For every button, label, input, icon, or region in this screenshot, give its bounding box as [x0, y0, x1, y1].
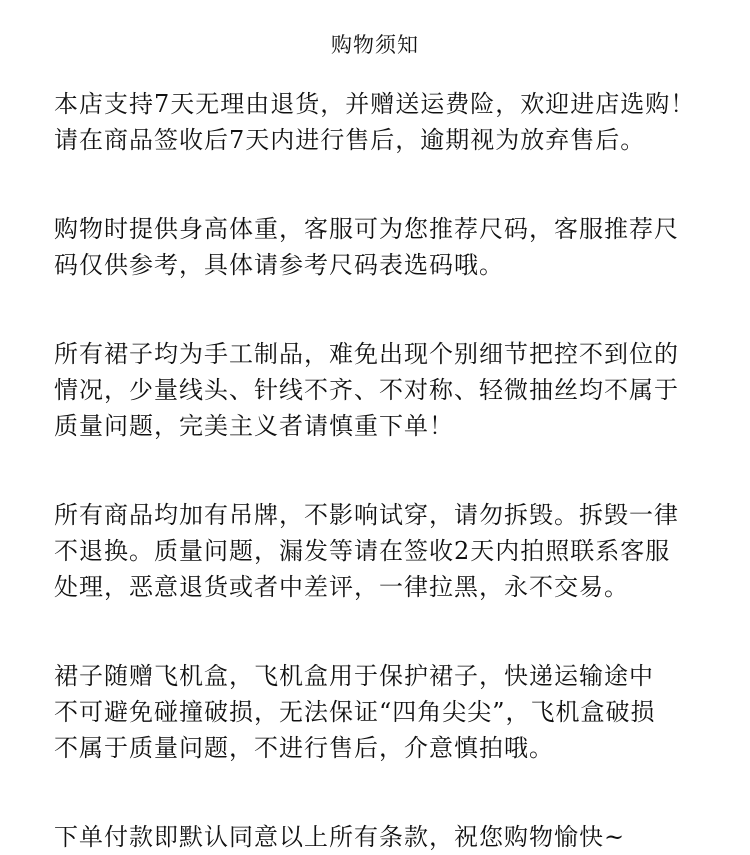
paragraph-line: 所有裙子均为手工制品，难免出现个别细节把控不到位的 [54, 340, 679, 368]
paragraph-return-policy [54, 86, 734, 158]
paragraph-shipping-box [54, 658, 734, 766]
paragraph-line: 码仅供参考，具体请参考尺码表选码哦。 [54, 251, 504, 279]
paragraph-line: 不可避免碰撞破损，无法保证“四角尖尖”，飞机盒破损 [54, 698, 656, 726]
paragraph-line: 处理，恶意退货或者中差评，一律拉黑，永不交易。 [54, 573, 629, 601]
paragraph-line: 下单付款即默认同意以上所有条款，祝您购物愉快~ [54, 823, 626, 851]
paragraph-line: 请在商品签收后7天内进行售后，逾期视为放弃售后。 [54, 126, 646, 154]
paragraph-line: 所有商品均加有吊牌，不影响试穿，请勿拆毁。拆毁一律 [54, 501, 679, 529]
notice-body [54, 86, 734, 855]
paragraph-agreement [54, 819, 734, 855]
paragraph-line: 本店支持7天无理由退货，并赠送运费险，欢迎进店选购！ [54, 90, 696, 118]
notice-title: 购物须知 [331, 33, 419, 57]
paragraph-sizing [54, 211, 734, 283]
paragraph-line: 质量问题，完美主义者请慎重下单！ [54, 412, 454, 440]
paragraph-line: 不属于质量问题，不进行售后，介意慎拍哦。 [54, 734, 554, 762]
paragraph-tags [54, 497, 734, 605]
paragraph-handmade [54, 336, 734, 444]
paragraph-line: 裙子随赠飞机盒，飞机盒用于保护裙子，快递运输途中 [54, 662, 654, 690]
paragraph-line: 情况，少量线头、针线不齐、不对称、轻微抽丝均不属于 [54, 376, 679, 404]
paragraph-line: 不退换。质量问题，漏发等请在签收2天内拍照联系客服 [54, 537, 671, 565]
paragraph-line: 购物时提供身高体重，客服可为您推荐尺码，客服推荐尺 [54, 215, 679, 243]
